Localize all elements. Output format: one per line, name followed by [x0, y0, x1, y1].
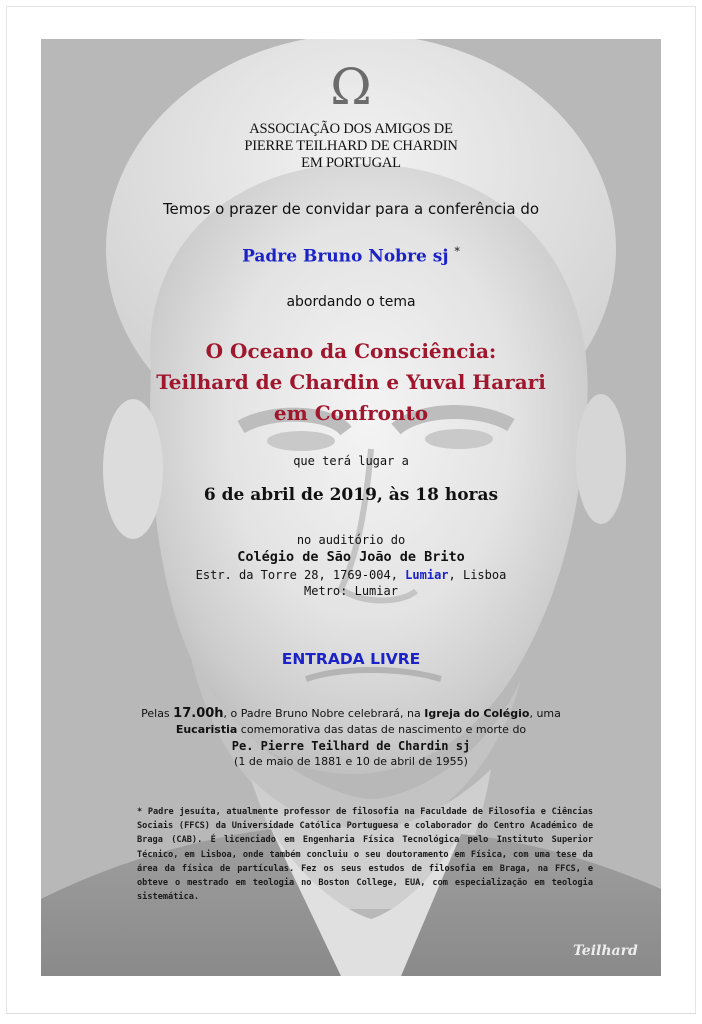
mass-church: Igreja do Colégio: [424, 707, 530, 720]
mass-text: comemorativa das datas de nascimento e morte do: [237, 723, 527, 736]
mass-dates: (1 de maio de 1881 e 10 de abril de 1955): [234, 755, 468, 768]
event-date: 6 de abril de 2019, às 18 horas: [203, 485, 499, 505]
association-line: EM PORTUGAL: [301, 155, 401, 171]
association-name: [41, 121, 661, 172]
mass-text: Pelas: [141, 707, 174, 720]
venue-metro: Metro: Lumiar: [304, 584, 398, 598]
mass-line-2: [41, 722, 661, 738]
address-prefix: Estr. da Torre 28, 1769-004,: [195, 568, 406, 582]
invitation-content: [41, 39, 661, 976]
speaker-heading: [41, 245, 661, 267]
place-intro: que terá lugar a: [293, 454, 409, 468]
mass-line-1: [41, 706, 661, 722]
venue-block: [41, 532, 661, 599]
footnote-marker: *: [454, 245, 460, 258]
mass-time: 17.00h: [173, 706, 224, 721]
association-line: ASSOCIAÇÃO DOS AMIGOS DE: [249, 121, 453, 137]
invitation-text: Temos o prazer de convidar para a conferência do: [162, 200, 540, 218]
venue-address: [41, 567, 661, 583]
free-entrance: ENTRADA LIVRE: [281, 650, 421, 668]
title-line: O Oceano da Consciência:: [205, 339, 497, 363]
venue-name: Colégio de São João de Brito: [237, 549, 465, 565]
title-line: em Confronto: [273, 401, 429, 425]
page-divider: [6, 1013, 696, 1014]
mass-announcement: [41, 706, 661, 770]
title-line: Teilhard de Chardin e Yuval Harari: [156, 370, 546, 394]
mass-text: , uma: [529, 707, 561, 720]
mass-text: , o Padre Bruno Nobre celebrará, na: [223, 707, 425, 720]
address-suffix: , Lisboa: [448, 568, 507, 582]
invitation-poster: [41, 39, 661, 976]
mass-eucharist: Eucaristia: [175, 723, 238, 736]
theme-intro: abordando o tema: [286, 294, 416, 310]
speaker-name: Padre Bruno Nobre sj: [242, 246, 449, 267]
mass-honoree: Pe. Pierre Teilhard de Chardin sj: [231, 739, 471, 753]
speaker-biography-footnote: * Padre jesuíta, atualmente professor de filosofia na Faculdade de Filosofia e Ciências Sociais (FFCS) da Universidade Católica Portuguesa e colaborador do Centro Académico de Braga (CAB). É licenciado em Engenharia Física Tecnológica pelo Instituto Superior Técnico, em Lisboa, onde também concluiu o seu doutoramento em Física, com uma tese da área da física de partículas. Fez os seus estudos de filosofia em Braga, na FFCS, e obteve o mestrado em teologia no Boston College, EUA, com especialização em teologia sistemática.: [137, 807, 593, 903]
conference-title: [41, 336, 661, 429]
association-line: PIERRE TEILHARD DE CHARDIN: [244, 138, 458, 154]
teilhard-signature: Teilhard: [573, 943, 638, 959]
address-highlight: Lumiar: [405, 568, 449, 582]
omega-logo-icon: Ω: [330, 58, 372, 116]
venue-intro: no auditório do: [296, 533, 406, 547]
